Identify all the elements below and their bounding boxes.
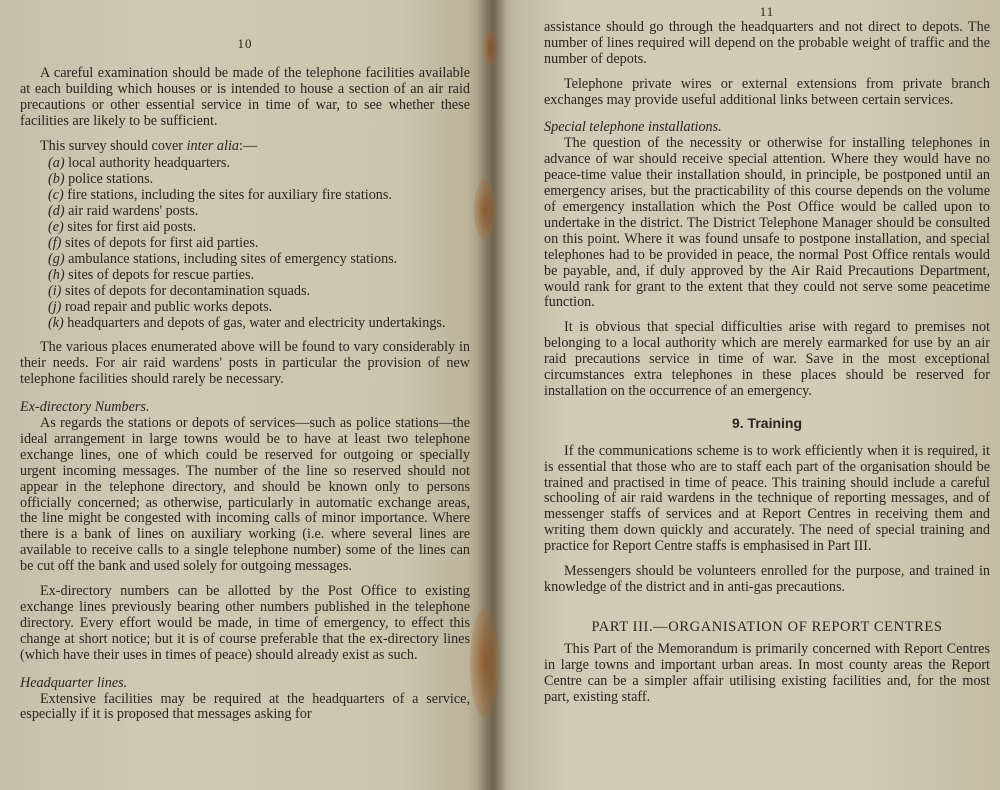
survey-lead-tail: :— — [239, 137, 258, 154]
list-item: (g) ambulance stations, including sites of emergency stations. — [48, 250, 398, 267]
intro-paragraph: A careful examination should be made of the telephone facilities available at each building which houses or is intended to house a section of an air raid precautions or other essential service in time of war, to see whether these facilities are likely to be sufficient. — [20, 64, 470, 129]
survey-lead-text: This survey should cover — [40, 137, 184, 154]
survey-lead-italic: inter alia — [186, 137, 240, 154]
special-installations-heading: Special telephone installations. — [544, 119, 722, 136]
list-item: (e) sites for first aid posts. — [48, 219, 197, 236]
places-paragraph: The various places enumerated above will be found to vary considerably in their needs. For air raid wardens' posts in particular the provision of new telephone facilities should rarely be necessary. — [20, 339, 470, 388]
list-item: (f) sites of depots for first aid parties. — [48, 234, 259, 251]
survey-list — [20, 156, 470, 331]
list-item: (j) road repair and public works depots. — [48, 298, 273, 315]
part-three-paragraph: This Part of the Memorandum is primarily concerned with Report Centres in large towns and important urban areas. In most county areas the Report Centre can be a simpler affair utilising existing facilities and, for the most part, existing staff. — [544, 640, 990, 705]
right-page — [492, 0, 1000, 790]
survey-lead — [20, 139, 470, 155]
training-heading: 9. Training — [731, 414, 802, 431]
training-paragraph-1: If the communications scheme is to work efficiently when it is required, it is essential that those who are to staff each part of the organisation should be trained and practised in time of peace. This training should include a careful schooling of air raid wardens in the technique of reporting messages, and of messenger staffs of services and at Report Centres in receiving them and writing them down quickly and accurately. The need of special training and practice for Report Centre staffs is emphasised in Part III. — [544, 442, 990, 555]
headquarter-heading: Headquarter lines. — [20, 674, 128, 691]
continued-paragraph: assistance should go through the headquarters and not direct to depots. The number of lines required will depend on the probable weight of traffic and the number of depots. — [544, 18, 990, 67]
special-installations-paragraph-1: The question of the necessity or otherwise for installing telephones in advance of war should receive special attention. Where they would have no peace-time value their installation should, in principle, be postponed until an emergency arises, but the practicability of this course depends on the volume of emergency installation which the Post Office would be called upon to undertake in the district. The District Telephone Manager should be consulted on this point. Where it was found unsafe to postpone installation, and special telephones had to be provided in peace, the normal Post Office rentals would be payable, and, if duly approved by the Air Raid Precautions Department, would rank for grant to the extent that they could not serve some peacetime function. — [544, 135, 990, 311]
ex-directory-paragraph-1: As regards the stations or depots of services—such as police stations—the ideal arrangement in large towns would be to have at least two telephone exchange lines, one of which could be reserved for outgoing or specially urgent incoming messages. The number of the line so reserved should not appear in the telephone directory, and should be known only to persons officially concerned; as otherwise, particularly in automatic exchange areas, the line might be congested with incoming calls of minor importance. Where there is a bank of lines on auxiliary working (i.e. where several lines are available to receive calls to a single telephone number) some of the lines can be cut off the bank and used solely for outgoing messages. — [20, 415, 470, 575]
list-item: (d) air raid wardens' posts. — [48, 203, 199, 220]
page-number-right: 11 — [759, 4, 775, 19]
list-item: (c) fire stations, including the sites for auxiliary fire stations. — [48, 187, 392, 204]
ex-directory-paragraph-2: Ex-directory numbers can be allotted by the Post Office to existing exchange lines previously bearing other numbers published in the telephone directory. Every effort would be made, in time of emergency, to effect this change at short notice; but it is of course preferable that the ex-directory lines (which have their uses in times of peace) should already exist as such. — [20, 583, 470, 663]
list-item: (a) local authority headquarters. — [48, 155, 231, 172]
headquarter-paragraph: Extensive facilities may be required at the headquarters of a service, especially if it is proposed that messages asking for — [20, 690, 470, 723]
left-page — [0, 0, 492, 790]
special-installations-paragraph-2: It is obvious that special difficulties arise with regard to premises not belonging to a local authority which are merely earmarked for use by an air raid precautions service in time of war. Save in the most exceptional circumstances extra telephones in these places should be reserved for installation on the occurrence of an emergency. — [544, 319, 990, 399]
list-item: (b) police stations. — [48, 171, 154, 188]
list-item: (h) sites of depots for rescue parties. — [48, 266, 255, 283]
private-wires-paragraph: Telephone private wires or external extensions from private branch exchanges may provide useful additional links between certain services. — [544, 75, 990, 108]
page-number-left: 10 — [237, 36, 253, 51]
list-item: (k) headquarters and depots of gas, water and electricity undertakings. — [48, 314, 446, 331]
training-paragraph-2: Messengers should be volunteers enrolled for the purpose, and trained in knowledge of the district and in anti-gas precautions. — [544, 563, 990, 595]
ex-directory-heading: Ex-directory Numbers. — [20, 399, 150, 416]
part-three-heading: PART III.—ORGANISATION OF REPORT CENTRES — [591, 618, 943, 635]
list-item: (i) sites of depots for decontamination squads. — [48, 282, 311, 299]
